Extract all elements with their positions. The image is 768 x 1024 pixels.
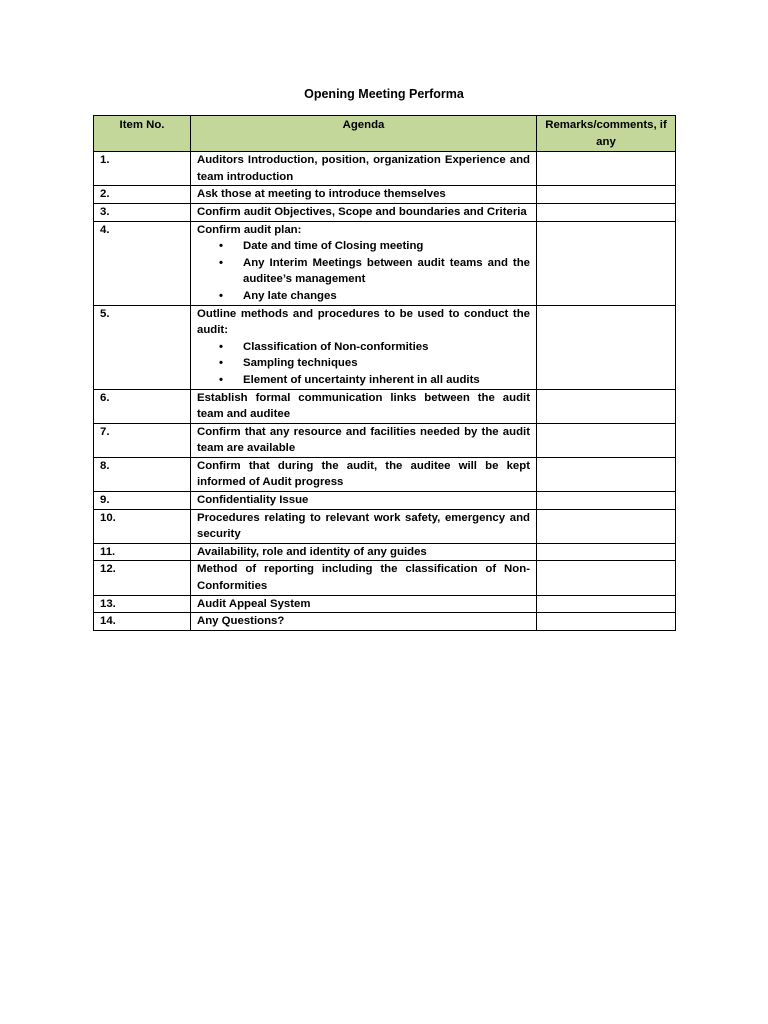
table-row [94,509,676,543]
bullet-text: Date and time of Closing meeting [243,240,424,253]
agenda-cell [191,595,537,613]
agenda-text: Method of reporting including the classification of Non-Conformities [197,563,530,593]
bullet-text: Any late changes [243,289,337,302]
agenda-text: Any Questions? [197,615,285,628]
table-row [94,305,676,389]
header-item-no: Item No. [94,116,191,152]
agenda-bullet-list [197,238,530,304]
agenda-cell [191,561,537,595]
remarks-cell[interactable] [537,543,676,561]
agenda-text: Confirm audit plan: [197,223,302,236]
table-header-row [94,116,676,152]
remarks-cell[interactable] [537,492,676,510]
bullet-icon: • [219,357,223,370]
agenda-bullet-item [197,355,530,372]
item-number: 13. [94,595,191,613]
agenda-cell [191,543,537,561]
agenda-bullet-item [197,372,530,389]
bullet-icon: • [219,240,223,253]
item-number: 14. [94,613,191,631]
table-row [94,389,676,423]
agenda-text: Confirm audit Objectives, Scope and boundaries and Criteria [197,205,527,218]
remarks-cell[interactable] [537,613,676,631]
remarks-cell[interactable] [537,595,676,613]
bullet-icon: • [219,340,223,353]
agenda-cell [191,186,537,204]
header-remarks: Remarks/comments, if any [537,116,676,152]
agenda-text: Confirm that during the audit, the auditee will be kept informed of Audit progress [197,459,530,489]
agenda-bullet-item [197,339,530,356]
agenda-cell [191,457,537,491]
bullet-text: Any Interim Meetings between audit teams and the auditee’s management [243,256,530,286]
table-row [94,186,676,204]
remarks-cell[interactable] [537,203,676,221]
remarks-cell[interactable] [537,423,676,457]
agenda-text: Outline methods and procedures to be used to conduct the audit: [197,307,530,337]
agenda-text: Establish formal communication links between the audit team and auditee [197,391,530,421]
remarks-cell[interactable] [537,561,676,595]
item-number: 2. [94,186,191,204]
agenda-bullet-item [197,255,530,288]
remarks-cell[interactable] [537,221,676,305]
remarks-cell[interactable] [537,389,676,423]
agenda-cell [191,203,537,221]
agenda-text: Confirm that any resource and facilities needed by the audit team are available [197,425,530,455]
agenda-cell [191,613,537,631]
agenda-cell [191,152,537,186]
agenda-text: Procedures relating to relevant work safety, emergency and security [197,511,530,541]
item-number: 12. [94,561,191,595]
agenda-bullet-item [197,288,530,305]
remarks-cell[interactable] [537,186,676,204]
agenda-text: Auditors Introduction, position, organization Experience and team introduction [197,154,530,183]
table-row [94,561,676,595]
table-row [94,203,676,221]
item-number: 1. [94,152,191,186]
agenda-cell [191,389,537,423]
item-number: 6. [94,389,191,423]
bullet-icon: • [219,373,223,386]
agenda-cell [191,423,537,457]
agenda-text: Ask those at meeting to introduce themselves [197,188,446,201]
item-number: 9. [94,492,191,510]
agenda-text: Audit Appeal System [197,597,311,610]
agenda-cell [191,305,537,389]
agenda-cell [191,221,537,305]
bullet-text: Sampling techniques [243,357,358,370]
table-row [94,543,676,561]
bullet-icon: • [219,256,223,269]
agenda-bullet-item [197,238,530,255]
item-number: 10. [94,509,191,543]
remarks-cell[interactable] [537,509,676,543]
remarks-cell[interactable] [537,457,676,491]
agenda-table-body [94,152,676,631]
remarks-cell[interactable] [537,152,676,186]
agenda-cell [191,509,537,543]
item-number: 8. [94,457,191,491]
table-row [94,457,676,491]
table-row [94,613,676,631]
table-row [94,595,676,613]
agenda-text: Confidentiality Issue [197,494,309,507]
item-number: 3. [94,203,191,221]
header-agenda: Agenda [191,116,537,152]
table-row [94,152,676,186]
bullet-text: Classification of Non-conformities [243,340,429,353]
agenda-bullet-list [197,339,530,389]
page-title: Opening Meeting Performa [304,87,464,101]
bullet-text: Element of uncertainty inherent in all audits [243,373,480,386]
remarks-cell[interactable] [537,305,676,389]
agenda-text: Availability, role and identity of any guides [197,545,427,558]
agenda-table [93,115,676,631]
table-row [94,221,676,305]
table-row [94,423,676,457]
table-row [94,492,676,510]
item-number: 7. [94,423,191,457]
item-number: 4. [94,221,191,305]
agenda-cell [191,492,537,510]
item-number: 11. [94,543,191,561]
item-number: 5. [94,305,191,389]
bullet-icon: • [219,289,223,302]
